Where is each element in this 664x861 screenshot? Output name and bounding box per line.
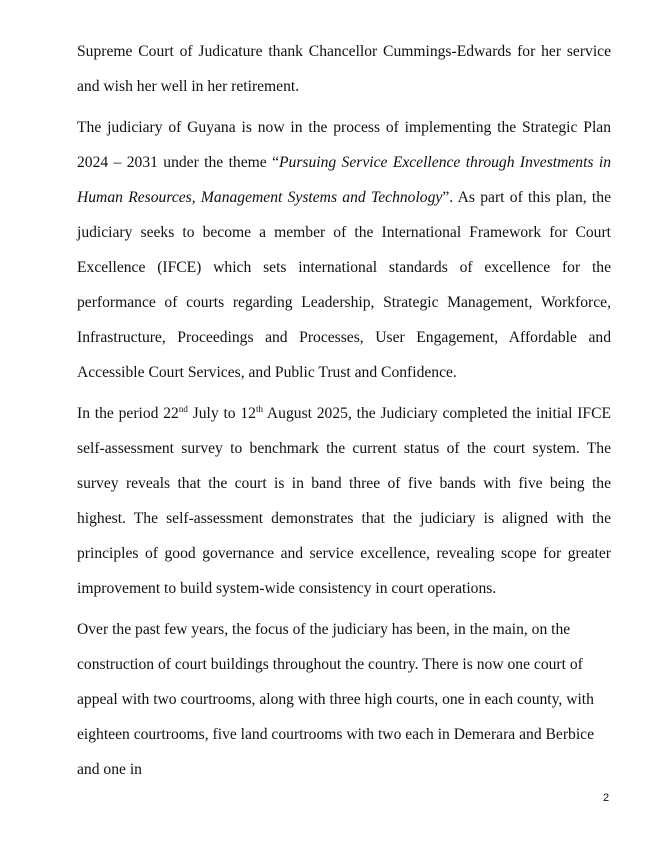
paragraph-ifce-assessment [77, 396, 611, 606]
strategic-plan-text-pre: The judiciary of Guyana is now in the process of implementing the Strategic Plan 2024 – 2031 under the theme “ [77, 119, 611, 171]
ordinal-suffix-nd: nd [178, 404, 188, 414]
strategic-plan-theme: Pursuing Service Excellence through Investments in Human Resources, Management Systems and Technology [77, 154, 612, 206]
paragraph-court-construction: Over the past few years, the focus of the judiciary has been, in the main, on the construction of court buildings throughout the country. There is now one court of appeal with two courtrooms, along with three high courts, one in each county, with eighteen courtrooms, five land courtrooms with two each in Demerara and Berbice and one in [77, 621, 595, 778]
ordinal-suffix-th: th [255, 404, 263, 414]
document-page [77, 34, 611, 793]
page-number: 2 [603, 792, 610, 804]
strategic-plan-text-post: ”. As part of this plan, the judiciary seeks to become a member of the International Framework for Court Excellence (IFCE) which sets international standards of excellence for the performance of courts regarding Leadership, Strategic Management, Workforce, Infrastructure, Proceedings and Processes, User Engagement, Affordable and Accessible Court Services, and Public Trust and Confidence. [77, 189, 611, 381]
ifce-text-b: July to 12 [187, 405, 256, 422]
ifce-text-c: August 2025, the Judiciary completed the initial IFCE self-assessment survey to benchmark the current status of the court system. The survey reveals that the court is in band three of five bands with five being the highest. The self-assessment demonstrates that the judiciary is aligned with the principles of good governance and service excellence, revealing scope for greater improvement to build system-wide consistency in court operations. [77, 405, 611, 597]
paragraph-strategic-plan [77, 110, 611, 390]
paragraph-retirement: Supreme Court of Judicature thank Chancellor Cummings-Edwards for her service and wish her well in her retirement. [77, 43, 611, 95]
ifce-text-a: In the period 22 [77, 405, 179, 422]
